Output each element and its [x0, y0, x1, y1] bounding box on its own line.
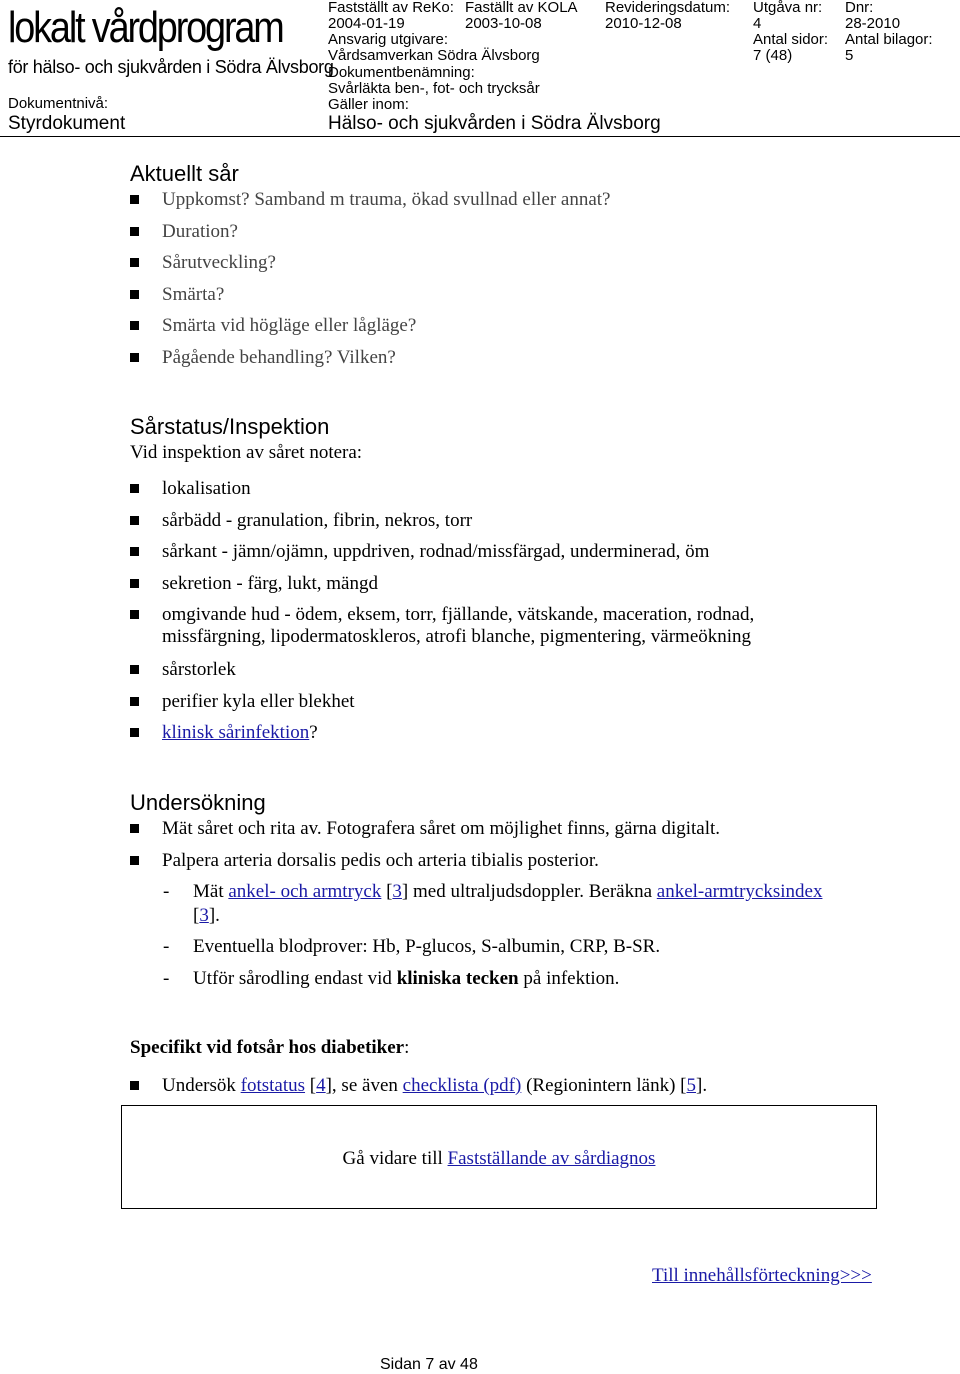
goto-text: Gå vidare till Fastställande av sårdiagnos [342, 1148, 656, 1169]
section-heading-undersokning: Undersökning [130, 790, 266, 815]
list-item: lokalisation [130, 478, 754, 510]
page-number: Sidan 7 av 48 [380, 1356, 478, 1373]
link-fotstatus[interactable]: fotstatus [240, 1075, 306, 1096]
link-ankel-armtrycksindex[interactable]: ankel-armtrycksindex [656, 881, 823, 902]
logo-title: lokalt vårdprogram [8, 3, 283, 52]
bullet-icon [130, 665, 139, 674]
ref-link-4[interactable]: 4 [316, 1075, 326, 1096]
bullet-icon [130, 697, 139, 706]
bullet-icon [130, 516, 139, 525]
list-item: Palpera arteria dorsalis pedis och arteria tibialis posterior. [130, 850, 720, 882]
established-kola-date: 2003-10-08 [465, 15, 542, 32]
list-item: Sårutveckling? [130, 252, 611, 284]
sub-item-matt-tryck: Mät ankel- och armtryck [3] med ultraljudsdoppler. Beräkna ankel-armtrycksindex [193, 881, 823, 902]
list-item: sårstorlek [130, 659, 754, 691]
revision-label: Revideringsdatum: [605, 0, 731, 16]
bullet-icon [130, 547, 139, 556]
bullet-icon [130, 610, 139, 619]
bullet-icon [130, 579, 139, 588]
toc-link[interactable]: Till innehållsförteckning>>> [652, 1265, 872, 1286]
bullet-icon [130, 321, 139, 330]
list-item: klinisk sårinfektion? [130, 722, 754, 754]
bullet-icon [130, 728, 139, 737]
established-kola-label: Faställt av KOLA [465, 0, 578, 16]
bullet-icon [130, 824, 139, 833]
bullet-icon [130, 484, 139, 493]
list-item: Duration? [130, 221, 611, 253]
dash-marker: - [163, 936, 170, 957]
attachments-label: Antal bilagor: [845, 31, 933, 48]
sub-item-matt-tryck-ref: [3]. [193, 905, 220, 926]
link-klinisk-sarinfektion[interactable]: klinisk sårinfektion [162, 722, 310, 743]
dash-marker: - [163, 968, 170, 989]
link-faststallande-av-sardiagnos[interactable]: Fastställande av sårdiagnos [447, 1148, 656, 1169]
bullet-icon [130, 195, 139, 204]
list-item: Pågående behandling? Vilken? [130, 347, 611, 379]
list-item: Uppkomst? Samband m trauma, ökad svullnad eller annat? [130, 189, 611, 221]
diabetiker-list [130, 1075, 707, 1107]
ref-link-5[interactable]: 5 [686, 1075, 696, 1096]
bullet-icon [130, 290, 139, 299]
inspektion-intro: Vid inspektion av såret notera: [130, 442, 363, 463]
section-heading-diabetiker: Specifikt vid fotsår hos diabetiker: [130, 1037, 410, 1058]
applies-value: Hälso- och sjukvården i Södra Älvsborg [328, 113, 661, 134]
pages-label: Antal sidor: [753, 31, 829, 48]
list-item: sårkant - jämn/ojämn, uppdriven, rodnad/missfärgad, underminerad, öm [130, 541, 754, 573]
document-header [0, 0, 960, 138]
dnr-label: Dnr: [845, 0, 874, 16]
bullet-icon [130, 258, 139, 267]
dash-marker: - [163, 881, 170, 902]
link-ankel-och-armtryck[interactable]: ankel- och armtryck [228, 881, 382, 902]
list-item: omgivande hud - ödem, eksem, torr, fjällande, vätskande, maceration, rodnad, missfärgning, lipodermatoskleros, atrofi blanche, pigmentering, värmeökning [130, 604, 754, 659]
list-item: Smärta? [130, 284, 611, 316]
dnr-value: 28-2010 [845, 15, 901, 32]
doc-name-label: Dokumentbenämning: [328, 64, 475, 81]
bullet-icon [130, 353, 139, 362]
undersokning-list [130, 818, 720, 881]
aktuellt-sar-list [130, 189, 611, 378]
sub-item-sarodling: Utför sårodling endast vid kliniska tecken på infektion. [193, 968, 620, 989]
logo-subtitle: för hälso- och sjukvården i Södra Älvsborg [8, 57, 334, 77]
ref-link-3[interactable]: 3 [199, 905, 209, 926]
established-by-label: Fastställt av ReKo: [328, 0, 454, 16]
applies-label: Gäller inom: [328, 96, 409, 113]
bullet-icon [130, 856, 139, 865]
doc-level-label: Dokumentnivå: [8, 95, 109, 112]
list-item: Smärta vid högläge eller lågläge? [130, 315, 611, 347]
header-divider [0, 136, 960, 137]
established-by-date: 2004-01-19 [328, 15, 405, 32]
inspektion-list [130, 478, 754, 754]
doc-name-value: Svårläkta ben-, fot- och trycksår [328, 80, 540, 97]
list-item: sekretion - färg, lukt, mängd [130, 573, 754, 605]
list-item: Mät såret och rita av. Fotografera såret om möjlighet finns, gärna digitalt. [130, 818, 720, 850]
attachments-value: 5 [845, 47, 854, 64]
pages-value: 7 (48) [753, 47, 793, 64]
goto-box [121, 1105, 877, 1209]
edition-value: 4 [753, 15, 762, 32]
list-item: sårbädd - granulation, fibrin, nekros, torr [130, 510, 754, 542]
list-item: perifier kyla eller blekhet [130, 691, 754, 723]
section-heading-inspektion: Sårstatus/Inspektion [130, 414, 330, 439]
doc-level-value: Styrdokument [8, 113, 126, 134]
link-checklista-pdf[interactable]: checklista (pdf) [402, 1075, 522, 1096]
revision-date: 2010-12-08 [605, 15, 682, 32]
bullet-icon [130, 1081, 139, 1090]
section-heading-aktuellt-sar: Aktuellt sår [130, 161, 239, 186]
ref-link-3[interactable]: 3 [392, 881, 402, 902]
list-item: Undersök fotstatus [4], se även checklista (pdf) (Regionintern länk) [5]. [130, 1075, 707, 1107]
responsible-label: Ansvarig utgivare: [328, 31, 449, 48]
responsible-value: Vårdsamverkan Södra Älvsborg [328, 47, 540, 64]
edition-label: Utgåva nr: [753, 0, 823, 16]
bullet-icon [130, 227, 139, 236]
sub-item-blodprover: Eventuella blodprover: Hb, P-glucos, S-albumin, CRP, B-SR. [193, 936, 661, 957]
